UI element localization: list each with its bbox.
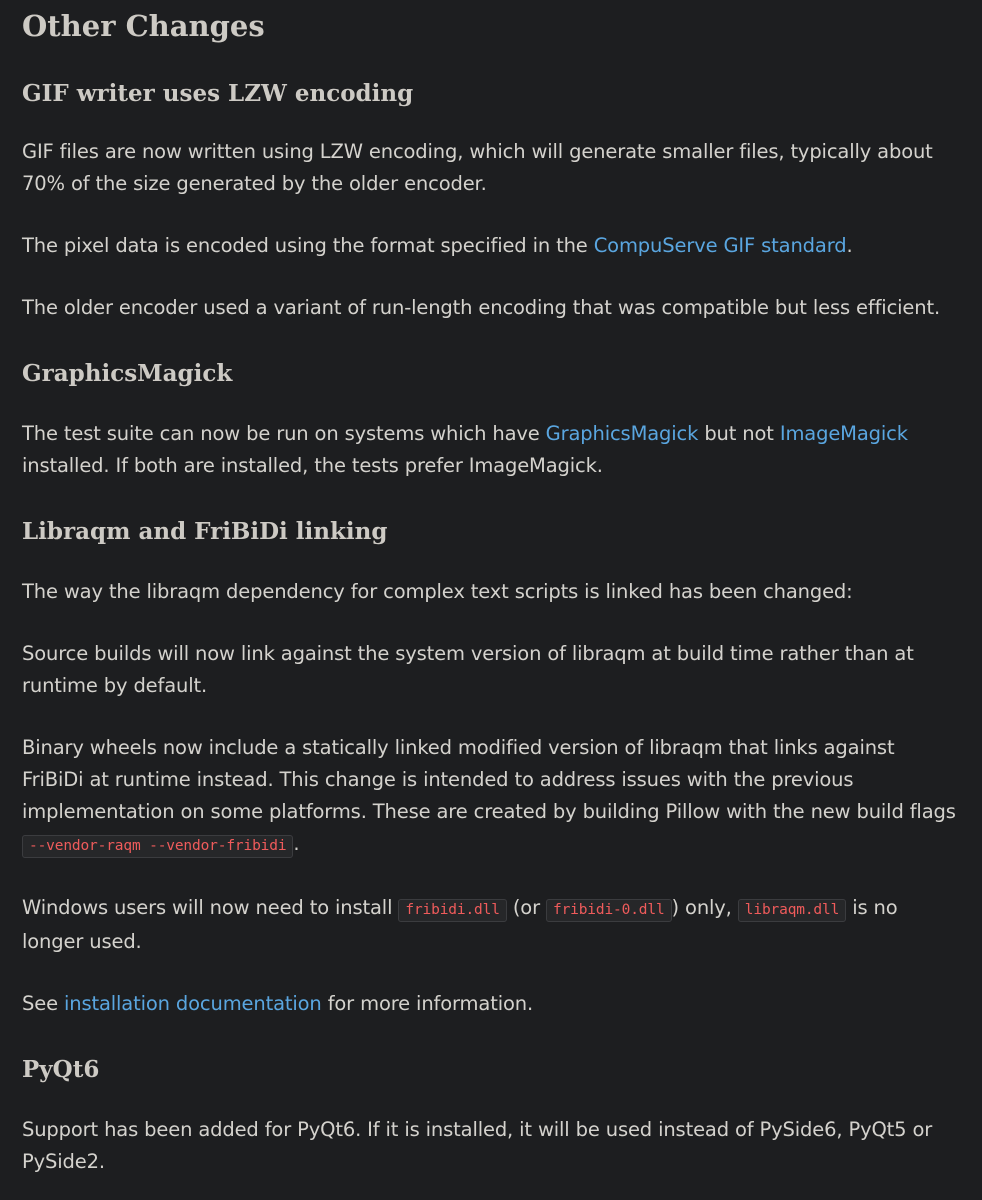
heading-pyqt6: PyQt6	[22, 1056, 100, 1083]
fribidi-0-dll-code: fribidi-0.dll	[546, 899, 672, 922]
gm-text-3: installed. If both are installed, the tests prefer ImageMagick.	[22, 454, 603, 477]
section-title: Other Changes	[22, 9, 265, 43]
graphicsmagick-link[interactable]: GraphicsMagick	[545, 422, 699, 445]
heading-graphicsmagick: GraphicsMagick	[22, 360, 233, 387]
gif-p2-end: .	[846, 234, 853, 257]
gif-paragraph-2	[22, 230, 960, 262]
raqm-p3-text: Binary wheels now include a statically linked modified version of libraqm that links against FriBiDi at runtime instead. This change is intended to address issues with the previous implementation on some platforms. These are created by building Pillow with the new build flags	[22, 736, 956, 823]
graphicsmagick-paragraph	[22, 418, 960, 482]
heading-libraqm-fribidi: Libraqm and FriBiDi linking	[22, 518, 388, 545]
vendor-flags-code: --vendor-raqm --vendor-fribidi	[22, 835, 293, 858]
raqm-paragraph-3	[22, 732, 960, 862]
gif-paragraph-1: GIF files are now written using LZW encoding, which will generate smaller files, typically about 70% of the size generated by the older encoder.	[22, 140, 933, 195]
raqm-paragraph-2: Source builds will now link against the system version of libraqm at build time rather than at runtime by default.	[22, 642, 914, 697]
heading-gif-writer: GIF writer uses LZW encoding	[22, 80, 414, 107]
fribidi-dll-code: fribidi.dll	[398, 899, 506, 922]
raqm-p4-text-3: ) only,	[671, 896, 738, 919]
gm-text-1: The test suite can now be run on systems which have	[22, 422, 546, 445]
raqm-p4-text-2: (or	[506, 896, 546, 919]
raqm-paragraph-1: The way the libraqm dependency for complex text scripts is linked has been changed:	[22, 580, 853, 603]
installation-documentation-link[interactable]: installation documentation	[63, 992, 322, 1015]
gm-text-2: but not	[698, 422, 780, 445]
raqm-p4-text-1: Windows users will now need to install	[22, 896, 399, 919]
imagemagick-link[interactable]: ImageMagick	[779, 422, 908, 445]
libraqm-dll-code: libraqm.dll	[738, 899, 846, 922]
raqm-p5-text-2: for more information.	[321, 992, 534, 1015]
pyqt6-paragraph: Support has been added for PyQt6. If it is installed, it will be used instead of PySide6, PyQt5 or PySide2.	[22, 1118, 933, 1173]
raqm-paragraph-5	[22, 988, 960, 1020]
compuserve-gif-standard-link[interactable]: CompuServe GIF standard	[593, 234, 847, 257]
raqm-p5-text-1: See	[22, 992, 64, 1015]
raqm-paragraph-4	[22, 892, 960, 958]
gif-p2-text: The pixel data is encoded using the format specified in the	[22, 234, 594, 257]
raqm-p3-end: .	[293, 832, 300, 855]
gif-paragraph-3: The older encoder used a variant of run-length encoding that was compatible but less efficient.	[22, 296, 941, 319]
raqm-p4-text-4: is no longer used.	[22, 896, 898, 953]
